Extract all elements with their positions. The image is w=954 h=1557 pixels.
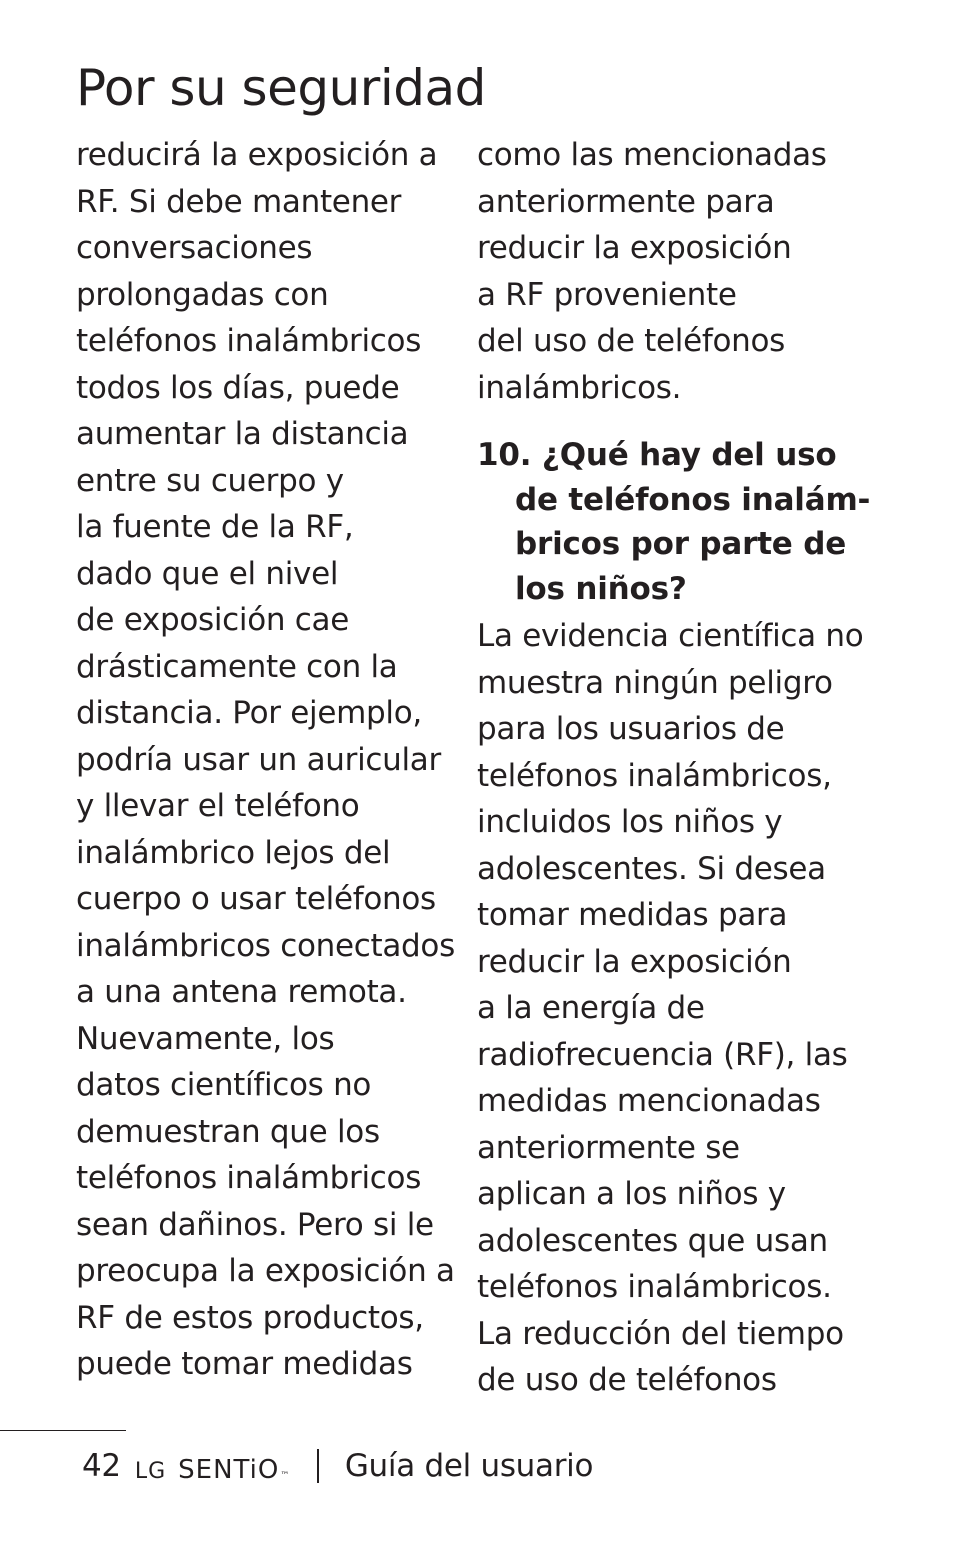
body-text-line: anteriormente se — [477, 1129, 740, 1166]
body-text-line: todos los días, puede — [76, 369, 400, 406]
body-text-line: inalámbrico lejos del — [76, 834, 391, 871]
trademark-symbol: ™ — [280, 1471, 290, 1481]
body-text-line: teléfonos inalámbricos — [76, 323, 422, 359]
body-text-line: cuerpo o usar teléfonos — [76, 881, 436, 917]
body-text-line: adolescentes que usan — [477, 1222, 828, 1259]
left-column — [76, 132, 468, 1388]
body-text-line: RF de estos productos, — [76, 1299, 424, 1336]
question-heading-line: 10. ¿Qué hay del uso — [477, 437, 837, 473]
page-footer — [82, 1444, 593, 1488]
body-text-line: distancia. Por ejemplo, — [76, 695, 422, 731]
body-text-line: reducir la exposición — [477, 943, 792, 980]
body-text-line: aumentar la distancia — [76, 416, 409, 452]
body-text-line: teléfonos inalámbricos. — [477, 1269, 832, 1305]
body-text-line: aplican a los niños y — [477, 1176, 786, 1212]
body-text-line: a RF proveniente — [477, 276, 737, 313]
question-heading-line: los niños? — [515, 570, 687, 607]
footer-divider — [317, 1449, 319, 1483]
right-column — [477, 132, 897, 1404]
body-text-line: demuestran que los — [76, 1113, 380, 1150]
body-text-line: prolongadas con — [76, 276, 329, 313]
footer-rule — [0, 1430, 126, 1431]
body-text-line: medidas mencionadas — [477, 1083, 821, 1119]
body-text-line: reducir la exposición — [477, 230, 792, 266]
lg-logo-text: LG — [134, 1459, 167, 1484]
body-text-line: la fuente de la RF, — [76, 509, 354, 545]
body-text-line: drásticamente con la — [76, 648, 398, 685]
body-text-line: a una antena remota. — [76, 974, 407, 1010]
body-text-line: adolescentes. Si desea — [477, 850, 826, 887]
body-text-line: como las mencionadas — [477, 137, 827, 173]
body-text-line: Nuevamente, los — [76, 1020, 335, 1057]
guide-label: Guía del usuario — [344, 1448, 594, 1484]
page-number: 42 — [82, 1448, 121, 1484]
body-text-line: radiofrecuencia (RF), las — [477, 1036, 848, 1073]
body-text-line: del uso de teléfonos — [477, 323, 785, 359]
body-text-line: de uso de teléfonos — [477, 1362, 777, 1398]
lg-sentio-logo — [135, 1455, 289, 1485]
body-text-line: conversaciones — [76, 230, 313, 266]
body-text-line: teléfonos inalámbricos, — [477, 757, 832, 794]
body-text-line: reducirá la exposición a — [76, 137, 438, 173]
body-text-line: inalámbricos. — [477, 369, 682, 406]
body-text-line: muestra ningún peligro — [477, 664, 833, 701]
body-text-line: La evidencia científica no — [477, 618, 864, 654]
body-text-line: RF. Si debe mantener — [76, 183, 402, 220]
body-text-line: inalámbricos conectados — [76, 927, 455, 964]
body-text-line: dado que el nivel — [76, 555, 339, 592]
body-text-line: datos científicos no — [76, 1067, 372, 1103]
question-heading — [477, 433, 897, 611]
body-text-line: anteriormente para — [477, 183, 775, 220]
page-title: Por su seguridad — [76, 59, 486, 117]
body-text-line: de exposición cae — [76, 602, 350, 638]
body-text-line: teléfonos inalámbricos — [76, 1160, 422, 1196]
question-heading-line: bricos por parte de — [515, 526, 847, 562]
body-text-line: para los usuarios de — [477, 711, 785, 747]
body-text-line: y llevar el teléfono — [76, 788, 360, 824]
question-heading-line: de teléfonos inalám- — [515, 481, 871, 518]
body-text-line: podría usar un auricular — [76, 741, 441, 778]
body-text-line: preocupa la exposición a — [76, 1253, 455, 1289]
body-text-line: a la energía de — [477, 990, 705, 1026]
body-text-line: La reducción del tiempo — [477, 1315, 844, 1352]
body-text-line: puede tomar medidas — [76, 1346, 413, 1382]
body-text-line: tomar medidas para — [477, 897, 788, 933]
body-text-line: sean dañinos. Pero si le — [76, 1206, 434, 1243]
sentio-logo-text: SENTiO — [178, 1455, 280, 1485]
body-text-line: incluidos los niños y — [477, 804, 783, 840]
body-text-line: entre su cuerpo y — [76, 462, 344, 499]
